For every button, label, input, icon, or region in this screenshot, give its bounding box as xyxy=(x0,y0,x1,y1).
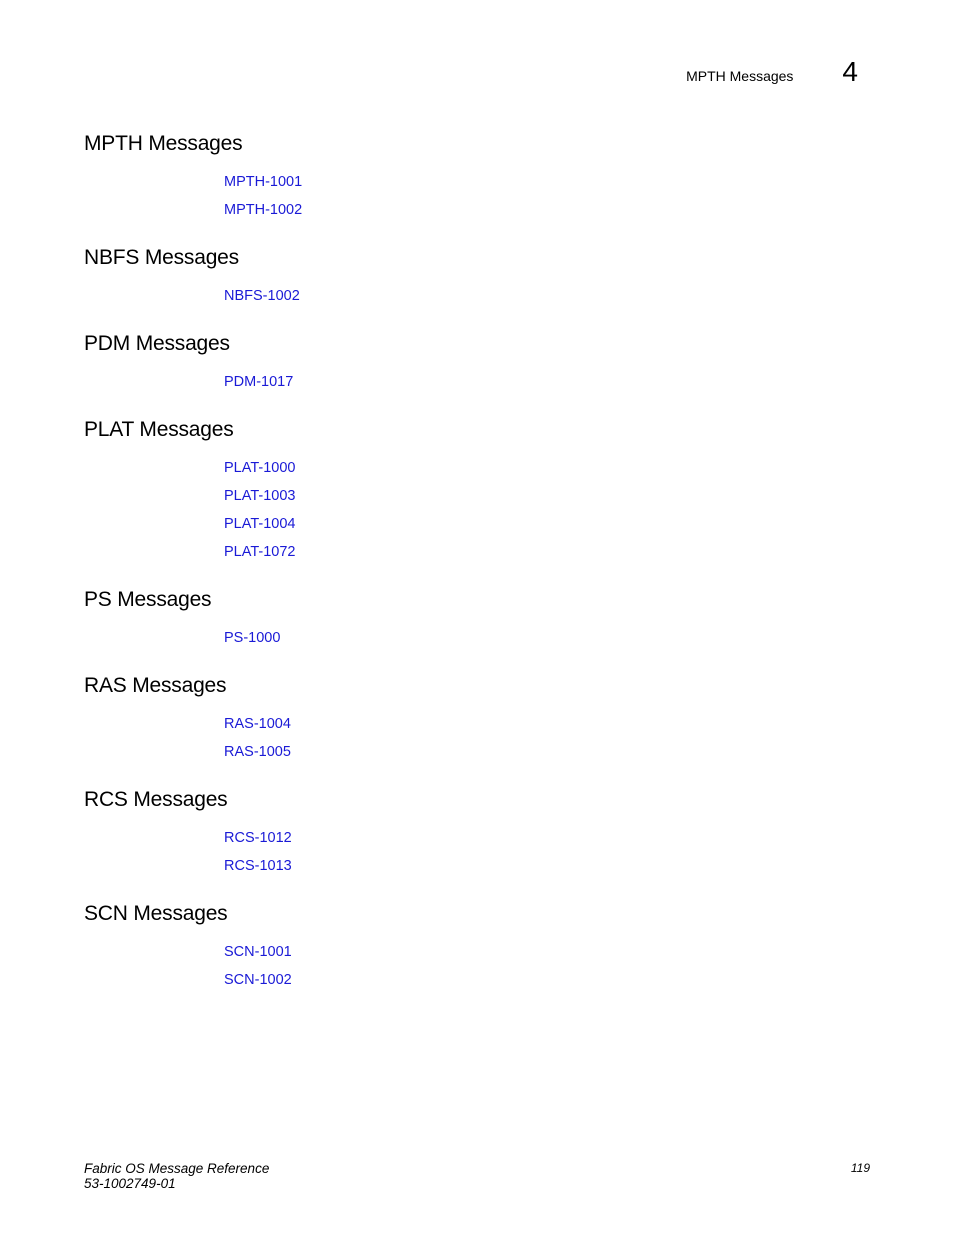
list-item xyxy=(224,938,870,966)
section-heading: SCN Messages xyxy=(84,902,228,925)
message-link-list xyxy=(224,454,870,566)
section-rcs xyxy=(84,786,870,880)
list-item xyxy=(224,538,870,566)
section-nbfs xyxy=(84,244,870,310)
message-link[interactable]: PLAT-1000 xyxy=(224,460,296,476)
list-item xyxy=(224,196,870,224)
section-plat xyxy=(84,416,870,566)
list-item xyxy=(224,710,870,738)
section-ps xyxy=(84,586,870,652)
section-scn xyxy=(84,900,870,994)
list-item xyxy=(224,482,870,510)
message-link[interactable]: RCS-1013 xyxy=(224,858,292,874)
message-link[interactable]: PLAT-1004 xyxy=(224,516,296,532)
chapter-number: 4 xyxy=(842,56,858,87)
section-heading: RAS Messages xyxy=(84,674,227,697)
section-heading: NBFS Messages xyxy=(84,246,239,269)
message-link[interactable]: MPTH-1002 xyxy=(224,202,303,218)
list-item xyxy=(224,624,870,652)
section-heading: PDM Messages xyxy=(84,332,230,355)
section-ras xyxy=(84,672,870,766)
section-heading: PLAT Messages xyxy=(84,418,234,441)
running-header xyxy=(686,58,858,86)
list-item xyxy=(224,282,870,310)
running-header-section-name: MPTH Messages xyxy=(686,68,794,84)
message-link-list xyxy=(224,624,870,652)
message-link-list xyxy=(224,938,870,994)
page-footer xyxy=(84,1161,870,1191)
message-link[interactable]: MPTH-1001 xyxy=(224,174,303,190)
message-link-list xyxy=(224,710,870,766)
list-item xyxy=(224,510,870,538)
list-item xyxy=(224,454,870,482)
footer-doc-title: Fabric OS Message Reference xyxy=(84,1161,270,1176)
message-link[interactable]: NBFS-1002 xyxy=(224,288,300,304)
section-mpth xyxy=(84,130,870,224)
list-item xyxy=(224,168,870,196)
message-link[interactable]: PS-1000 xyxy=(224,630,281,646)
message-link-list xyxy=(224,168,870,224)
list-item xyxy=(224,738,870,766)
message-link[interactable]: RAS-1004 xyxy=(224,716,291,732)
list-item xyxy=(224,966,870,994)
message-link[interactable]: SCN-1002 xyxy=(224,972,292,988)
message-link-list xyxy=(224,368,870,396)
message-link-list xyxy=(224,824,870,880)
message-link[interactable]: PLAT-1072 xyxy=(224,544,296,560)
list-item xyxy=(224,368,870,396)
section-heading: RCS Messages xyxy=(84,788,228,811)
message-link[interactable]: RAS-1005 xyxy=(224,744,291,760)
message-link[interactable]: PLAT-1003 xyxy=(224,488,296,504)
message-link[interactable]: PDM-1017 xyxy=(224,374,294,390)
message-link[interactable]: RCS-1012 xyxy=(224,830,292,846)
section-pdm xyxy=(84,330,870,396)
page-content xyxy=(84,130,870,1014)
page-number: 119 xyxy=(850,1161,870,1175)
message-link-list xyxy=(224,282,870,310)
section-heading: PS Messages xyxy=(84,588,212,611)
list-item xyxy=(224,824,870,852)
list-item xyxy=(224,852,870,880)
footer-doc-info xyxy=(84,1161,269,1191)
section-heading: MPTH Messages xyxy=(84,132,243,155)
message-link[interactable]: SCN-1001 xyxy=(224,944,292,960)
footer-doc-number: 53-1002749-01 xyxy=(84,1176,176,1191)
